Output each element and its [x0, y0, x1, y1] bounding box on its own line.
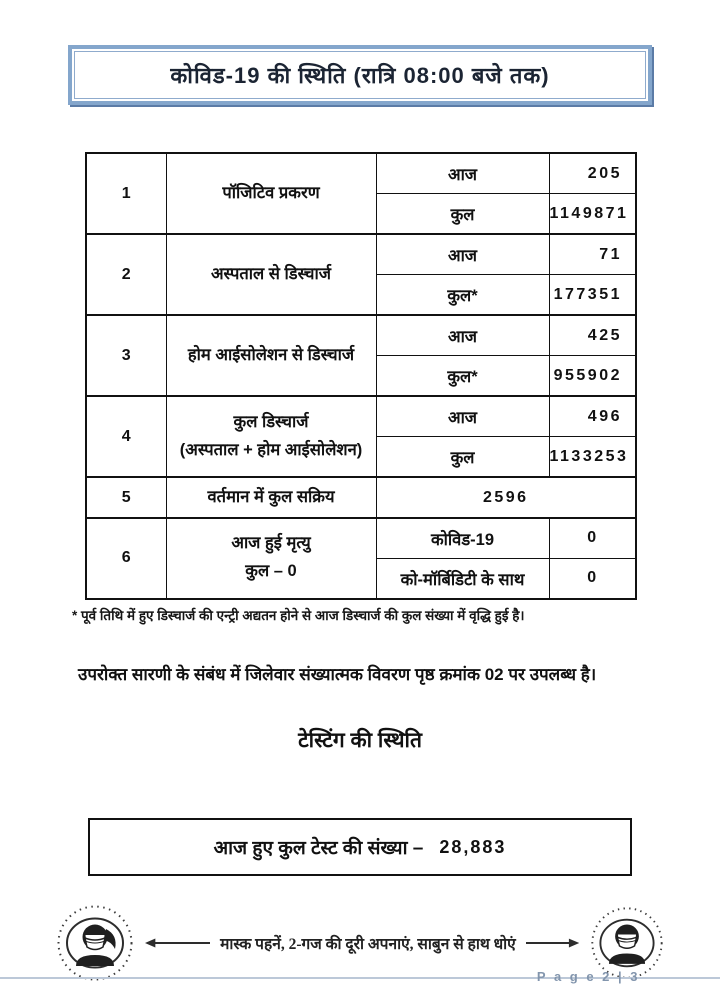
left-arrow-icon [145, 936, 210, 950]
row-serial: 3 [86, 315, 166, 396]
row-label-line1: कुल डिस्चार्ज [233, 412, 309, 431]
row-serial: 6 [86, 518, 166, 599]
total-tests-box [88, 818, 632, 876]
page-number-label: P a g e 2 | 3 [536, 969, 640, 984]
masked-woman-icon [55, 903, 135, 983]
total-tests-value: 28,883 [439, 836, 507, 857]
total-tests-label: आज हुए कुल टेस्ट की संख्या – [213, 838, 424, 859]
table-row-deaths [86, 518, 636, 559]
report-title-inner-border [74, 51, 646, 99]
row-label-line2: कुल – 0 [245, 562, 297, 581]
covid-status-table [85, 152, 637, 600]
metric-key: कुल* [376, 356, 549, 397]
metric-key: कोविड-19 [376, 518, 549, 559]
metric-key: आज [376, 396, 549, 437]
metric-value: 955902 [549, 356, 636, 397]
row-label: होम आईसोलेशन से डिस्चार्ज [166, 315, 376, 396]
table-row [86, 315, 636, 356]
row-serial: 4 [86, 396, 166, 477]
row-serial: 5 [86, 477, 166, 518]
active-cases-value: 2596 [376, 477, 636, 518]
row-label-line1: आज हुई मृत्यु [231, 534, 311, 553]
right-arrow-icon [526, 936, 579, 950]
table-row [86, 153, 636, 194]
metric-value: 425 [549, 315, 636, 356]
table-row [86, 396, 636, 437]
report-title: कोविड-19 की स्थिति (रात्रि 08:00 बजे तक) [170, 63, 550, 88]
metric-key: कुल* [376, 275, 549, 316]
metric-key: कुल [376, 194, 549, 235]
table-row-active-cases [86, 477, 636, 518]
metric-value: 0 [549, 518, 636, 559]
metric-key: को-मॉर्बिडिटी के साथ [376, 558, 549, 599]
metric-value: 0 [549, 558, 636, 599]
table-row [86, 234, 636, 275]
row-serial: 2 [86, 234, 166, 315]
row-label [166, 396, 376, 477]
row-label-line2: (अस्पताल + होम आईसोलेशन) [179, 440, 363, 459]
metric-value: 1133253 [549, 437, 636, 478]
row-serial: 1 [86, 153, 166, 234]
metric-key: आज [376, 234, 549, 275]
metric-value: 177351 [549, 275, 636, 316]
metric-value: 205 [549, 153, 636, 194]
testing-status-heading: टेस्टिंग की स्थिति [298, 729, 422, 752]
report-title-box [68, 45, 652, 105]
row-label [166, 518, 376, 599]
metric-value: 1149871 [549, 194, 636, 235]
metric-key: आज [376, 153, 549, 194]
table-footnote: * पूर्व तिथि में हुए डिस्चार्ज की एन्ट्री अद्यतन होने से आज डिस्चार्ज की कुल संख्या में वृद्धि हुई है। [72, 608, 525, 623]
district-detail-note: उपरोक्त सारणी के संबंध में जिलेवार संख्यात्मक विवरण पृष्ठ क्रमांक 02 पर उपलब्ध है। [78, 665, 597, 684]
metric-key: आज [376, 315, 549, 356]
metric-value: 496 [549, 396, 636, 437]
row-label: वर्तमान में कुल सक्रिय [166, 477, 376, 518]
row-label: पॉजिटिव प्रकरण [166, 153, 376, 234]
metric-value: 71 [549, 234, 636, 275]
row-label: अस्पताल से डिस्चार्ज [166, 234, 376, 315]
awareness-message: मास्क पहनें, 2-गज की दूरी अपनाएं, साबुन से हाथ धोएं [220, 936, 516, 953]
metric-key: कुल [376, 437, 549, 478]
